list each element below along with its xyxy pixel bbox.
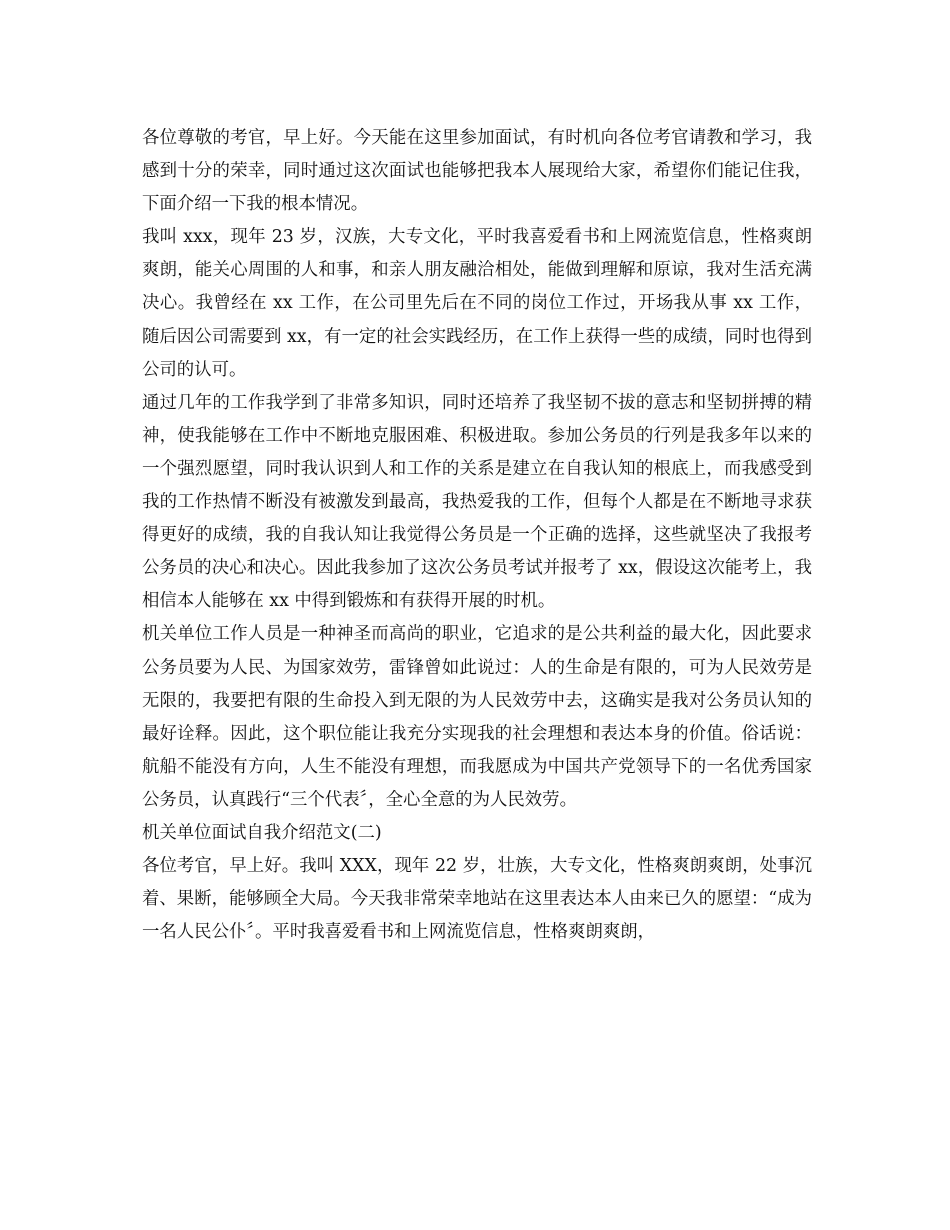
document-body: [142, 122, 812, 949]
section-heading: 机关单位面试自我介绍范文(二): [142, 822, 382, 843]
paragraph-motivation: 通过几年的工作我学到了非常多知识，同时还培养了我坚韧不拔的意志和坚韧拼搏的精神，使我能够在工作中不断地克服困难、积极进取。参加公务员的行列是我多年以来的一个强烈愿望，同时我认识到人和工作的关系是建立在自我认知的根底上，而我感受到我的工作热情不断没有被激发到最高，我热爱我的工作，但每个人都是在不断地寻求获得更好的成绩，我的自我认知让我觉得公务员是一个正确的选择，这些就坚决了我报考公务员的决心和决心。因此我参加了这次公务员考试并报考了 xx，假设这次能考上，我相信本人能够在 xx 中得到锻炼和有获得开展的时机。: [142, 392, 812, 612]
paragraph-civil-service: 机关单位工作人员是一种神圣而高尚的职业，它追求的是公共利益的最大化，因此要求公务员要为人民、为国家效劳，雷锋曾如此说过：人的生命是有限的，可为人民效劳是无限的，我要把有限的生命投入到无限的为人民效劳中去，这确实是我对公务员认知的最好诠释。因此，这个职位能让我充分实现我的社会理想和表达本身的价值。俗话说：航船不能没有方向，人生不能没有理想，而我愿成为中国共产党领导下的一名优秀国家公务员，认真践行“三个代表〞，全心全意的为人民效劳。: [142, 624, 812, 810]
paragraph-greeting: 各位尊敬的考官，早上好。今天能在这里参加面试，有时机向各位考官请教和学习，我感到十分的荣幸，同时通过这次面试也能够把我本人展现给大家，希望你们能记住我，下面介绍一下我的根本情况。: [142, 128, 812, 215]
paragraph-background: 我叫 xxx，现年 23 岁，汉族，大专文化，平时我喜爱看书和上网流览信息，性格爽朗爽朗，能关心周围的人和事，和亲人朋友融洽相处，能做到理解和原谅，我对生活充满决心。我曾经在 xx 工作，在公司里先后在不同的岗位工作过，开场我从事 xx 工作，随后因公司需要到 xx，有一定的社会实践经历，在工作上获得一些的成绩，同时也得到公司的认可。: [142, 227, 812, 380]
paragraph-second-sample: 各位考官，早上好。我叫 XXX，现年 22 岁，壮族，大专文化，性格爽朗爽朗，处事沉着、果断，能够顾全大局。今天我非常荣幸地站在这里表达本人由来已久的愿望：“成为一名人民公仆〞。平时我喜爱看书和上网流览信息，性格爽朗爽朗，: [142, 856, 812, 943]
